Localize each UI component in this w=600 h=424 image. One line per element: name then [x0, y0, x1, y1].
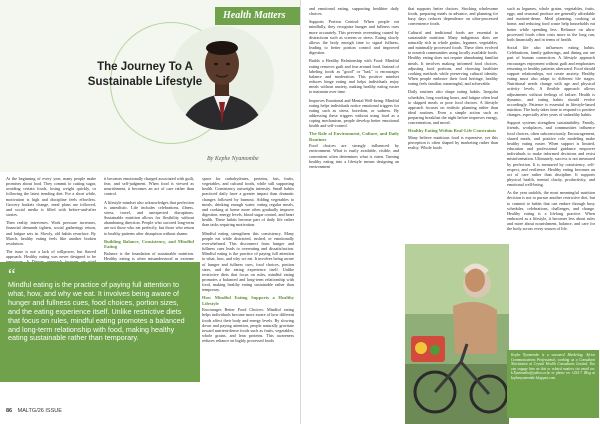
subheading: Healthy Eating Within Real-Life Constraints [408, 128, 497, 134]
paragraph: Social life also influences eating habits. Celebrations, family gatherings, and dining out are part of human connection. A lifestyle approach encourages enjoyment without guilt and emphasizes returning to healthy patterns afterward. Food should support relationships, not create anxiety. Healthy eating must also adapt to different life stages. Nutritional needs change with age and physical activity levels. A flexible approach allows adjustments without feelings of failure. Health is dynamic, and eating habits should evolve accordingly. Patience is essential in lifestyle-based nutrition. The body takes time to respond to positive changes, especially after years of unhealthy habits. [507, 45, 595, 118]
quote-mark-icon: “ [8, 265, 16, 284]
paragraph: Improves Emotional and Mental Well-being: Mindful eating helps individuals notice emotional triggers for eating such as stress, boredom, or sadness. By addressing these triggers without using food as a coping mechanism, people develop better emotional health and self-control. [309, 97, 399, 129]
subheading: Building Balance, Consistency, and Mindful Eating [104, 238, 194, 250]
paragraph: such as legumes, whole grains, vegetables, fruits, eggs, and seasonal produce are generally affordable and nutrient-dense. Meal planning, cooking at home, and reducing food waste help households eat better while spending less. Reliance on ultra-processed foods often costs more in the long run, both financially and in terms of health. [507, 6, 595, 42]
paragraph: Support systems strengthen sustainability. Family, friends, workplaces, and communities influence food choices, often subconsciously. Encouragement, shared meals, and positive role modeling make healthy eating easier. When support is limited, education and professional guidance empower individuals to make informed decisions and resist misinformation. Ultimately, success is not measured by perfection. It is measured by consistency, self-respect, and resilience. Healthy eating becomes an act of care rather than discipline. It supports physical health, mental clarity, productivity, and emotional well-being. [507, 120, 595, 188]
paragraph: Then reality intervenes. Work pressure increases, financial demands tighten, social gatherings return, and fatigue sets in. Slowly, old habits resurface. By March, healthy eating feels like another broken resolution. [6, 220, 96, 246]
paragraph: The issue is not a lack of willpower, but flawed approach. Healthy eating was never designed to be [6, 249, 96, 260]
paragraph: space for carbohydrates, proteins, fats, fruits, vegetables, and cultural foods, while still supporting health. Consistency outweighs intensity. Small habits practiced daily have a greater impact than dramatic changes followed by burnout. Adding vegetables to meals, drinking enough water, eating regular meals, and cooking at home more often gradually improve digestion, energy levels, blood sugar control, and heart health. These habits become part of daily life rather than tasks requiring motivation. [202, 176, 294, 228]
paragraph: At the beginning of every year, many people make promises about food. They commit to cutting sugar, avoiding certain foods, losing weight quickly, or following the latest trending diet. For a short while, motivation is high and discipline feels effortless. Grocery baskets change, meal plans are followed, and social media is filled with before-and-after stories. [6, 176, 96, 218]
section-tag-label: Health Matters [223, 10, 286, 21]
paragraph: Cultural and traditional foods are essential to sustainable nutrition. Many indigenous diets are naturally rich in whole grains, legumes, vegetables, and minimally processed foods. These diets evolved to nourish communities using locally available foods. Healthy eating does not require abandoning familiar meals. It involves making informed food choices, adjusting food portions, and choosing healthier cooking methods while preserving cultural identity. When people embrace their food heritage, healthy eating feels familiar, meaningful, and achievable. [408, 29, 498, 87]
issue-label: MALTG/26 ISSUE [17, 408, 62, 414]
page-footer [6, 408, 62, 414]
title-line-2: Sustainable Lifestyle [87, 76, 203, 88]
left-column-2 [104, 176, 194, 276]
paragraph: A lifestyle mindset also acknowledges that perfection is unrealistic. Life includes celebrations, illness, stress, travel, and unexpected disruptions. Sustainable nutrition allows for flexibility without abandoning direction. People who succeed long-term are not those who eat perfectly, but those who return to healthy patterns after disruption without shame. [104, 199, 194, 236]
paragraph: Many believe nutritious food is expensive, yet this perception is often shaped by marketing rather than reality. Whole foods [408, 134, 498, 151]
right-column-2 [408, 6, 498, 151]
article-header [0, 0, 300, 172]
paragraph: and emotional eating, supporting healthier daily choices. [309, 6, 399, 17]
right-column-1 [309, 6, 399, 416]
title-line-1: The Journey To A [97, 61, 193, 73]
paragraph: that supports better choices. Stocking wholesome foods, preparing meals in advance, and planning for busy days reduces dependence on ultra-processed convenience foods. [408, 6, 498, 27]
page-number: 86 [6, 408, 13, 414]
cyclist-photo [405, 244, 509, 424]
paragraph: it becomes emotionally charged associated with guilt, fear, and self-judgment. When food is viewed as nourishment, it becomes an act of care rather than control. [104, 176, 194, 197]
paragraph: Food choices are strongly influenced by environment. What is easily available, visible, and convenient often determines what is eaten. Turning healthy eating into a lifestyle means designing an environment [309, 143, 399, 169]
paragraph: Builds a Healthy Relationship with Food: Mindful eating removes guilt and fear around food. Instead of labeling foods as "good" or "bad," it encourages balance and moderation. This positive mindset reduces binge eating and helps individuals enjoy meals without anxiety, making healthy eating easier to maintain over time. [309, 58, 399, 95]
pull-quote [0, 262, 200, 382]
right-column-3 [507, 6, 595, 238]
pull-quote-text: Mindful eating is the practice of paying full attention to what, how, and why we eat. It involves being aware of hunger and fullness cues, food choices, portion sizes, and the eating experience itself. Unlike restrictive diets that focus on rules, mindful eating promotes a balanced and long-term relationship with food, making healthy eating sustainable rather than temporary. [8, 280, 185, 343]
subheading: The Role of Environment, Culture, and Daily Routines [309, 131, 399, 142]
paragraph: Supports Portion Control: When people eat mindfully, they recognize hunger and fullness cues more accurately. This prevents overeating caused by distractions such as screens or stress. Eating slowly allows the body enough time to signal fullness, leading to better portion control and improved digestion. [309, 19, 399, 56]
author-bio [507, 350, 599, 418]
left-column-1 [6, 176, 96, 276]
section-tag [215, 7, 300, 25]
paragraph: Mindful eating strengthens this consistency. Many people eat while distracted, rushed, or emotionally overwhelmed. This disconnect from hunger and fullness cues leads to overeating and dissatisfaction. Mindful eating is the practice of paying full attention to what, how, and why we eat. It involves being aware of hunger and fullness cues, food choices, portion sizes, and the eating experience itself. Unlike restrictive diets that focus on rules, mindful eating promotes a balanced and long-term relationship with food, making healthy eating sustainable rather than temporary. [202, 230, 294, 293]
author-bio-text: Kephe Nyamombe is a seasoned Marketing, Africa Communications Professional, working as a Consultant Nutritionist at Crystal Health Consultants Limited. You can engage him on this or related matters via email on: k.Nyamombe@yahoo.co.ke or phone on +254 7. Blog at kephenyamombe.blogspot.com. [511, 353, 595, 380]
paragraph: Daily routines also shape eating habits. Irregular schedules, long working hours, and fatigue often lead to skipped meals or poor food choices. A lifestyle approach focuses on realistic planning rather than ideal routines. Even a simple action such as preparing breakfast the night before improves energy, concentration, and mood. [408, 89, 498, 126]
paragraph: Encourages Better Food Choices: Mindful eating helps individuals become more aware of how different foods affect their body and energy levels. By slowing down and paying attention, people naturally gravitate toward nutrient-dense foods such as fruits, vegetables, whole grains, and lean proteins. This awareness reduces reliance on highly processed foods [202, 307, 294, 344]
paragraph: Balance is the foundation of sustainable nutrition. Healthy eating is often misunderstood as extreme [104, 250, 194, 261]
paragraph: As the year unfolds, the most meaningful nutrition decision is not to pursue another restrictive diet, but to commit to habits that can endure through busy schedules, celebrations, challenges, and change. Healthy eating is a lifelong practice. When embraced as a lifestyle, it becomes less about rules and more about nourishment, balance, and care for the body across every season of life. [507, 190, 595, 232]
left-column-3 [202, 176, 294, 416]
subheading: How Mindful Eating Supports a Healthy Lifestyle [202, 295, 294, 306]
right-page [300, 0, 600, 424]
byline: By Kephe Nyamombe [207, 156, 259, 162]
article-title [70, 60, 220, 90]
